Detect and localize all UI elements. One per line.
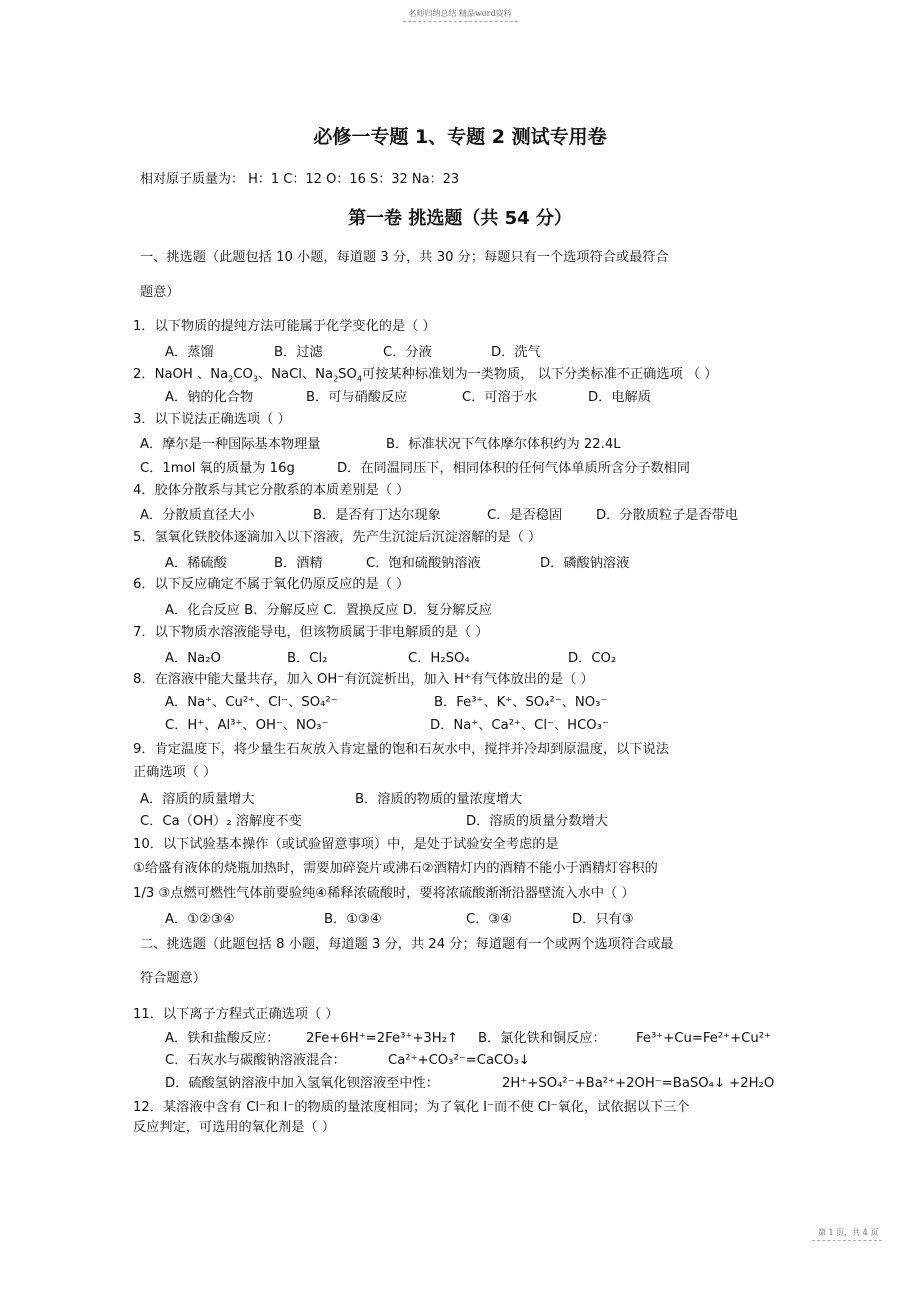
q9-option-a: A．溶质的质量增大 (140, 792, 255, 807)
q7-option-b: B．Cl₂ (287, 651, 328, 666)
part-one-title: 第一卷 挑选题（共 54 分） (348, 208, 572, 229)
q1-option-d: D．洗气 (491, 345, 541, 360)
question-3: 3．以下说法正确选项（ ） (133, 412, 291, 427)
q2-option-d: D．电解质 (588, 390, 651, 405)
q5-option-d: D．磷酸钠溶液 (540, 556, 630, 571)
q2-option-a: A．钠的化合物 (165, 390, 254, 405)
q10-option-a: A．①②③④ (165, 912, 235, 927)
page-header: 名师归纳总结 精品word资料 (408, 9, 512, 18)
q10-option-c: C．③④ (466, 912, 513, 927)
page-footer: 第 1 页，共 4 页 (818, 1228, 879, 1237)
q4-option-d: D．分散质粒子是否带电 (596, 508, 739, 523)
q9-option-c: C．Ca（OH）₂ 溶解度不变 (140, 814, 302, 829)
q11-option-c-equation: Ca²⁺+CO₃²⁻=CaCO₃↓ (388, 1053, 530, 1068)
atomic-mass-line: 相对原子质量为： H：1 C：12 O：16 S：32 Na：23 (140, 172, 460, 187)
question-4: 4．胶体分散系与其它分散系的本质差别是（ ） (133, 483, 410, 498)
q11-option-d-equation: 2H⁺+SO₄²⁻+Ba²⁺+2OH⁻=BaSO₄↓ +2H₂O (502, 1076, 775, 1091)
section-one-intro-cont: 题意） (140, 285, 180, 300)
q9-option-b: B．溶质的物质的量浓度增大 (355, 792, 523, 807)
q8-option-d: D．Na⁺、Ca²⁺、Cl⁻、HCO₃⁻ (430, 718, 609, 733)
q1-option-a: A．蒸馏 (165, 345, 214, 360)
q2-option-b: B．可与硝酸反应 (306, 390, 408, 405)
question-10-cont: ①给盛有液体的烧瓶加热时，需要加碎瓷片或沸石②酒精灯内的酒精不能小于酒精灯容积的 (133, 861, 658, 876)
q7-option-d: D．CO₂ (568, 651, 617, 666)
q11-option-b-label: B．氯化铁和铜反应： (478, 1031, 606, 1046)
q3-option-b: B．标准状况下气体摩尔体积约为 22.4L (386, 437, 621, 452)
question-1: 1．以下物质的提纯方法可能属于化学变化的是（ ） (133, 319, 436, 334)
question-10: 10．以下试验基本操作（或试验留意事项）中，是处于试验安全考虑的是 (133, 837, 559, 852)
question-12-cont: 反应判定，可选用的氧化剂是（ ） (133, 1120, 336, 1135)
q11-option-d-label: D．硫酸氢钠溶液中加入氢氧化钡溶液至中性： (165, 1076, 439, 1091)
question-5: 5．氢氧化铁胶体逐滴加入以下溶液，先产生沉淀后沉淀溶解的是（ ） (133, 530, 542, 545)
q1-option-c: C．分液 (383, 345, 432, 360)
q4-option-b: B．是否有丁达尔现象 (313, 508, 441, 523)
q11-option-c-label: C．石灰水与碳酸钠溶液混合： (165, 1053, 346, 1068)
q1-option-b: B．过滤 (274, 345, 323, 360)
question-12: 12．某溶液中含有 Cl⁻和 I⁻的物质的量浓度相同；为了氧化 I⁻而不使 Cl⁻氧化，试依据以下三个 (133, 1100, 690, 1115)
q10-option-b: B．①③④ (324, 912, 382, 927)
q8-option-b: B．Fe³⁺、K⁺、SO₄²⁻、NO₃⁻ (434, 695, 608, 710)
section-two-intro: 二、挑选题（此题包括 8 小题，每道题 3 分，共 24 分；每道题有一个或两个选项符合或最 (140, 937, 674, 952)
q4-option-a: A．分散质直径大小 (140, 508, 255, 523)
question-9-cont: 正确选项（ ） (133, 765, 217, 780)
q5-option-c: C．饱和硫酸钠溶液 (366, 556, 481, 571)
footer-divider (812, 1240, 882, 1241)
q6-options: A．化合反应 B．分解反应 C．置换反应 D．复分解反应 (165, 603, 492, 618)
question-9: 9．肯定温度下，将少量生石灰放入肯定量的饱和石灰水中，搅拌并冷却到原温度，以下说法 (133, 742, 669, 757)
q7-option-a: A．Na₂O (165, 651, 221, 666)
q4-option-c: C．是否稳固 (487, 508, 563, 523)
section-one-intro: 一、挑选题（此题包括 10 小题，每道题 3 分，共 30 分；每题只有一个选项符合或最符合 (140, 250, 669, 265)
question-7: 7．以下物质水溶液能导电，但该物质属于非电解质的是（ ） (133, 625, 489, 640)
q11-option-a-equation: 2Fe+6H⁺=2Fe³⁺+3H₂↑ (306, 1031, 459, 1046)
q9-option-d: D．溶质的质量分数增大 (466, 814, 609, 829)
q11-option-b-equation: Fe³⁺+Cu=Fe²⁺+Cu²⁺ (636, 1031, 771, 1046)
header-divider (403, 21, 518, 22)
q11-option-a-label: A．铁和盐酸反应： (165, 1031, 280, 1046)
q5-option-b: B．酒精 (274, 556, 323, 571)
page-title: 必修一专题 1、专题 2 测试专用卷 (313, 126, 607, 148)
q2-option-c: C．可溶于水 (462, 390, 538, 405)
question-11: 11．以下离子方程式正确选项（ ） (133, 1007, 339, 1022)
question-2: 2．NaOH 、$Na_2CO_3$、NaCl、$Na_2SO_4$可按某种标准划为一类物质， 以下分类标准不正确选项 （ ） (133, 367, 718, 384)
q7-option-c: C．H₂SO₄ (408, 651, 470, 666)
q8-option-c: C．H⁺、Al³⁺、OH⁻、NO₃⁻ (165, 718, 329, 733)
section-two-intro-cont: 符合题意） (140, 971, 206, 986)
q3-option-a: A．摩尔是一种国际基本物理量 (140, 437, 321, 452)
q3-option-c: C．1mol 氧的质量为 16g (140, 461, 295, 476)
q10-option-d: D．只有③ (572, 912, 634, 927)
question-10-cont2: 1/3 ③点燃可燃性气体前要验纯④稀释浓硫酸时，要将浓硫酸渐渐沿器壁流入水中（ ） (133, 886, 635, 901)
q3-option-d: D．在同温同压下，相同体积的任何气体单质所含分子数相同 (337, 461, 691, 476)
question-8: 8．在溶液中能大量共存，加入 OH⁻有沉淀析出，加入 H⁺有气体放出的是（ ） (133, 672, 594, 687)
q5-option-a: A．稀硫酸 (165, 556, 227, 571)
question-6: 6．以下反应确定不属于氧化仍原反应的是（ ） (133, 577, 410, 592)
q8-option-a: A．Na⁺、Cu²⁺、Cl⁻、SO₄²⁻ (165, 695, 338, 710)
